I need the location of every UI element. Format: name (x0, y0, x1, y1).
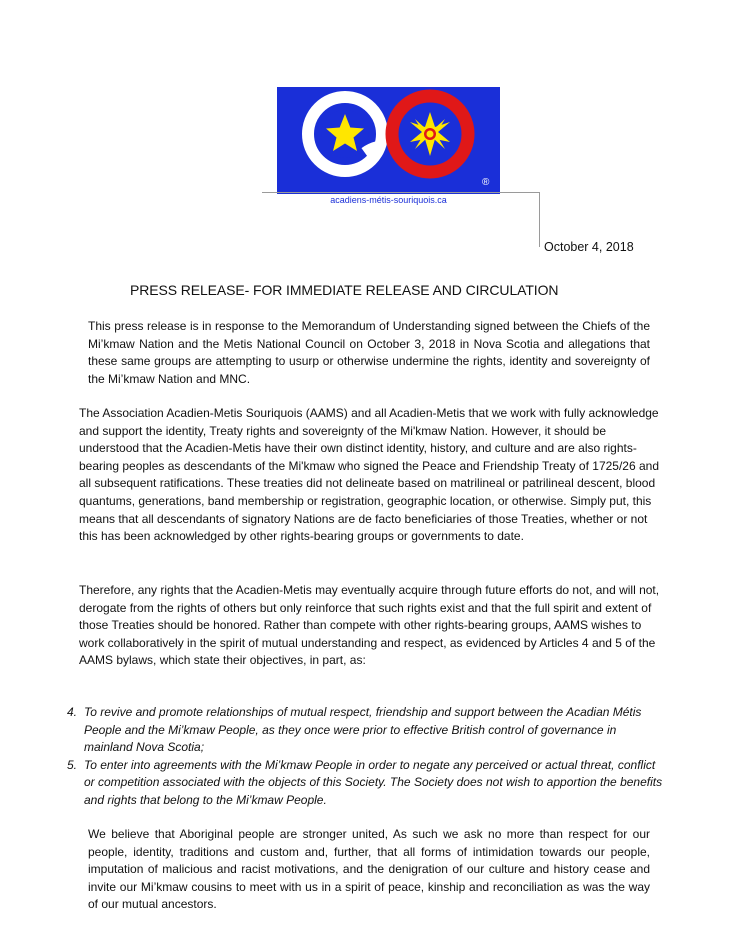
list-item (64, 757, 664, 810)
objectives-list (64, 704, 664, 810)
list-item (64, 704, 664, 757)
objective-text: To revive and promote relationships of mutual respect, friendship and support between the Acadian Métis People and the Mi’kmaw People, as they once were prior to effective British control of governance in mainland Nova Scotia; (84, 705, 642, 755)
therefore-paragraph: Therefore, any rights that the Acadien-Metis may eventually acquire through future efforts do not, and will not, derogate from the rights of others but only reinforce that such rights exist and that the full spirit and extent of those Treaties should be honored. Rather than compete with other rights-bearing groups, AAMS wishes to work collaboratively in the spirit of mutual understanding and respect, as evidenced by Articles 4 and 5 of the AAMS bylaws, which state their objectives, in part, as: (79, 583, 660, 668)
objective-number: 4. (67, 705, 78, 719)
logo-website-text: acadiens-métis-souriquois.ca (330, 195, 447, 205)
association-paragraph: The Association Acadien-Metis Souriquois (AAMS) and all Acadien-Metis that we work with fully acknowledge and support the identity, Treaty rights and sovereignty of the Mi'kmaw Nation. However, it should be understood that the Acadien-Metis have their own distinct identity, history, and culture and are also rights-bearing peoples as descendants of the Mi'kmaw who signed the Peace and Friendship Treaty of 1725/26 and all subsequent ratifications. These treaties did not delineate based on matrilineal or patrilineal descent, blood quantums, generations, band membership or registration, geographic location, or otherwise. Simply put, this means that all descendants of signatory Nations are de facto beneficiaries of those Treaties, whether or not this has been acknowledged by other rights-bearing groups or governments to date. (79, 406, 659, 544)
logo-divider-vertical (539, 192, 540, 247)
closing-paragraph: We believe that Aboriginal people are stronger united, As such we ask no more than respect for our people, identity, traditions and custom and, further, that all forms of intimidation towards our people, imputation of malicious and racist motivations, and the denigration of our culture and history cease and invite our Mi’kmaw cousins to meet with us in a spirit of peace, kinship and reconciliation as was the way of our mutual ancestors. (88, 827, 650, 912)
objective-text: To enter into agreements with the Mi’kmaw People in order to negate any perceived or actual threat, conflict or competition associated with the objects of this Society. The Society does not wish to apportion the benefits and rights that belong to the Mi’kmaw People. (84, 757, 663, 807)
objective-number: 5. (67, 757, 78, 772)
logo-divider-horizontal (262, 192, 540, 193)
registered-mark: ® (482, 177, 490, 188)
press-release-headline: PRESS RELEASE- FOR IMMEDIATE RELEASE AND CIRCULATION (130, 282, 559, 298)
yellow-eight-point-star-icon (410, 112, 450, 156)
intro-paragraph: This press release is in response to the Memorandum of Understanding signed between the Chiefs of the Mi’kmaw Nation and the Metis National Council on October 3, 2018 in Nova Scotia and allegations that these same groups are attempting to usurp or otherwise undermine the rights, identity and sovereignty of the Mi’kmaw Nation and MNC. (88, 319, 650, 386)
release-date: October 4, 2018 (544, 240, 634, 254)
association-logo (277, 87, 500, 194)
logo-graphic (277, 87, 500, 194)
